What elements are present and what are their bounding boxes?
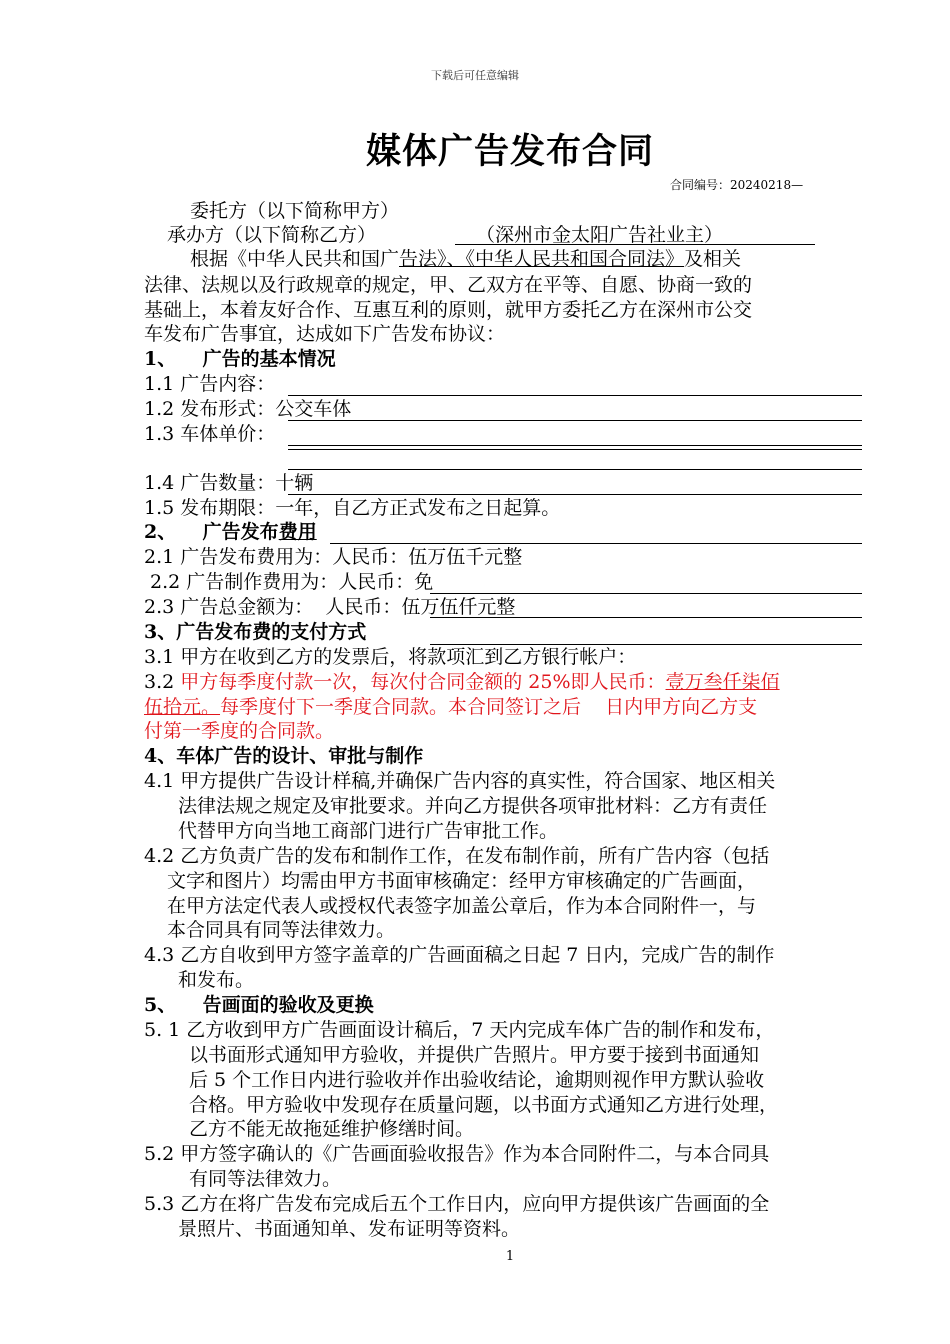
item-2-1: 2.1 广告发布费用为：人民币：伍万伍千元整 xyxy=(144,546,523,568)
header-note: 下载后可任意编辑 xyxy=(431,69,519,82)
fill-line xyxy=(288,395,862,396)
item-1-5: 1.5 发布期限：一年，自乙方正式发布之日起算。 xyxy=(144,497,561,519)
section-3-heading: 3、广告发布费的支付方式 xyxy=(144,621,367,643)
item-5-1-line-2: 以书面形式通知甲方验收，并提供广告照片。甲方要于接到书面通知 xyxy=(189,1044,760,1066)
client-party: 委托方（以下简称甲方） xyxy=(190,200,400,222)
fill-line xyxy=(288,445,862,446)
fill-line xyxy=(288,494,862,495)
contractor-underline xyxy=(455,244,815,245)
item-3-2-line-2: 伍拾元。每季度付下一季度合同款。本合同签订之后 日内甲方向乙方支 xyxy=(144,696,758,718)
item-3-1: 3.1 甲方在收到乙方的发票后，将款项汇到乙方银行帐户： xyxy=(144,646,637,668)
item-5-1-line-1: 5. 1 乙方收到甲方广告画面设计稿后，7 天内完成车体广告的制作和发布， xyxy=(144,1019,775,1041)
item-4-2-line-3: 在甲方法定代表人或授权代表签字加盖公章后，作为本合同附件一，与 xyxy=(167,895,757,917)
item-5-1-line-5: 乙方不能无故拖延维护修缮时间。 xyxy=(189,1118,475,1140)
item-5-1-line-3: 后 5 个工作日内进行验收并作出验收结论，逾期则视作甲方默认验收 xyxy=(189,1069,765,1091)
item-3-2-line-3: 付第一季度的合同款。 xyxy=(144,720,335,742)
item-1-3: 1.3 车体单价： xyxy=(144,423,276,445)
section-5-heading: 5、 告画面的验收及更换 xyxy=(144,994,374,1016)
item-4-1-line-2: 法律法规之规定及审批要求。并向乙方提供各项审批材料：乙方有责任 xyxy=(178,795,768,817)
contractor-party-label: 承办方（以下简称乙方） xyxy=(167,224,377,246)
contract-number: 合同编号：20240218— xyxy=(670,178,804,192)
item-5-3-line-1: 5.3 乙方在将广告发布完成后五个工作日内，应向甲方提供该广告画面的全 xyxy=(144,1193,770,1215)
fill-line xyxy=(430,617,862,618)
item-5-2-line-2: 有同等法律效力。 xyxy=(189,1168,342,1190)
item-1-1: 1.1 广告内容： xyxy=(144,373,276,395)
item-4-3-line-1: 4.3 乙方自收到甲方签字盖章的广告画面稿之日起 7 日内，完成广告的制作 xyxy=(144,944,775,966)
fill-line xyxy=(288,420,862,421)
item-4-1-line-3: 代替甲方向当地工商部门进行广告审批工作。 xyxy=(178,820,559,842)
item-4-1-line-1: 4.1 甲方提供广告设计样稿,并确保广告内容的真实性，符合国家、地区相关 xyxy=(144,770,776,792)
item-4-2-line-1: 4.2 乙方负责广告的发布和制作工作，在发布制作前，所有广告内容（包括 xyxy=(144,845,770,867)
contractor-party-name: （深州市金太阳广告社业主） xyxy=(476,224,724,246)
intro-line-3: 基础上，本着友好合作、互惠互利的原则，就甲方委托乙方在深州市公交 xyxy=(144,299,753,321)
intro-line-2: 法律、法规以及行政规章的规定，甲、乙双方在平等、自愿、协商一致的 xyxy=(144,274,753,296)
item-2-2: 2.2 广告制作费用为：人民币：免 xyxy=(144,571,434,593)
page-title: 媒体广告发布合同 xyxy=(365,131,654,172)
section-1-heading: 1、 广告的基本情况 xyxy=(144,348,336,370)
item-4-3-line-2: 和发布。 xyxy=(178,969,255,991)
fill-line xyxy=(430,593,862,594)
fill-line xyxy=(330,543,862,544)
fill-line xyxy=(288,449,862,450)
intro-line-1: 根据《中华人民共和国广告法》、《中华人民共和国合同法》及相关 xyxy=(190,248,742,270)
item-5-2-line-1: 5.2 甲方签字确认的《广告画面验收报告》作为本合同附件二，与本合同具 xyxy=(144,1143,770,1165)
item-2-3: 2.3 广告总金额为： 人民币：伍万伍仟元整 xyxy=(144,596,516,618)
item-4-2-line-4: 本合同具有同等法律效力。 xyxy=(167,919,396,941)
item-3-2-line-1: 3.2 甲方每季度付款一次，每次付合同金额的 25%即人民币：壹万叁仟柒佰 xyxy=(144,671,780,693)
item-4-2-line-2: 文字和图片）均需由甲方书面审核确定：经甲方审核确定的广告画面， xyxy=(167,870,757,892)
section-2-heading: 2、 广告发布费用 xyxy=(144,521,317,543)
item-1-4: 1.4 广告数量：十辆 xyxy=(144,472,314,494)
item-1-2: 1.2 发布形式：公交车体 xyxy=(144,398,352,420)
item-5-1-line-4: 合格。甲方验收中发现存在质量问题，以书面方式通知乙方进行处理， xyxy=(189,1094,779,1116)
fill-line xyxy=(288,469,862,470)
item-5-3-line-2: 景照片、书面通知单、发布证明等资料。 xyxy=(178,1218,521,1240)
page-number: 1 xyxy=(505,1249,515,1264)
section-4-heading: 4、车体广告的设计、审批与制作 xyxy=(144,745,424,767)
intro-line-4: 车发布广告事宜，达成如下广告发布协议： xyxy=(144,323,506,345)
